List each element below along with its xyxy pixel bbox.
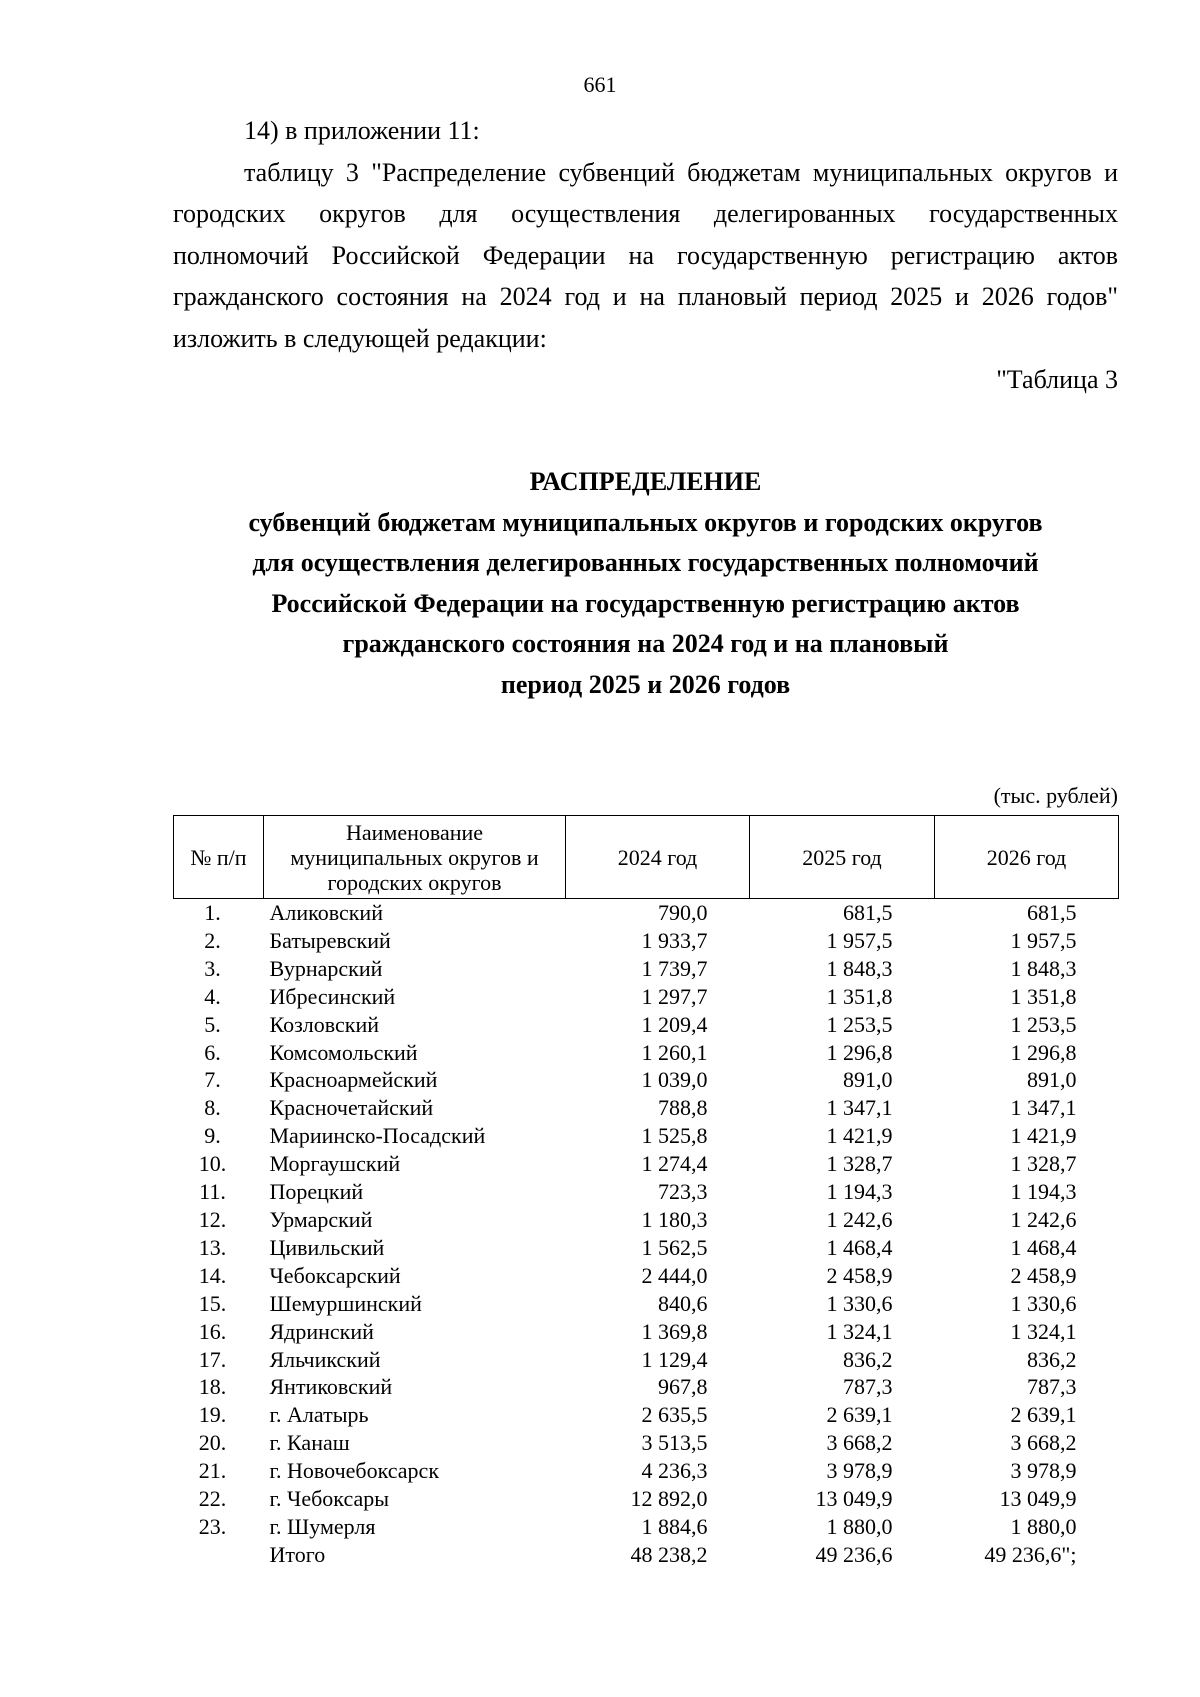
value-2025: 891,0 — [843, 1067, 893, 1093]
table-row — [174, 1066, 1119, 1094]
total-number — [174, 1541, 264, 1569]
document-title — [173, 462, 1118, 705]
table-header-row — [174, 816, 1119, 899]
value-2026: 1 468,4 — [1010, 1234, 1077, 1260]
header-2026: 2026 год — [935, 816, 1119, 899]
value-2024: 4 236,3 — [641, 1458, 708, 1484]
value-2025: 1 253,5 — [826, 1011, 893, 1037]
value-2026: 787,3 — [1027, 1374, 1077, 1400]
row-number: 12. — [198, 1206, 227, 1232]
value-2024: 840,6 — [658, 1290, 708, 1316]
table-row — [174, 1429, 1119, 1457]
table-row — [174, 1122, 1119, 1150]
value-2026: 1 296,8 — [1010, 1039, 1077, 1065]
table-row — [174, 1234, 1119, 1262]
row-number: 21. — [198, 1458, 227, 1484]
value-2026: 1 347,1 — [1010, 1095, 1077, 1121]
table-row — [174, 1318, 1119, 1346]
value-2026: 891,0 — [1027, 1067, 1077, 1093]
value-2025: 1 468,4 — [826, 1234, 893, 1260]
value-2026: 1 848,3 — [1010, 955, 1077, 981]
value-2024: 723,3 — [658, 1179, 708, 1205]
value-2024: 790,0 — [658, 900, 708, 925]
value-2026: 1 880,0 — [1010, 1513, 1077, 1539]
row-number: 18. — [198, 1374, 227, 1400]
title-line: гражданского состояния на 2024 год и на плановый — [342, 629, 949, 658]
district-name: Козловский — [269, 1011, 380, 1037]
value-2026: 1 194,3 — [1010, 1179, 1077, 1205]
value-2026: 3 978,9 — [1010, 1458, 1077, 1484]
district-name: Шемуршинский — [269, 1290, 422, 1316]
total-label: Итого — [269, 1541, 326, 1567]
value-2024: 1 369,8 — [641, 1318, 708, 1344]
value-2025: 1 421,9 — [826, 1123, 893, 1149]
row-number: 2. — [204, 927, 221, 953]
value-2024: 1 274,4 — [641, 1151, 708, 1177]
value-2025: 1 957,5 — [826, 927, 893, 953]
table-row — [174, 1039, 1119, 1067]
value-2024: 1 739,7 — [641, 955, 708, 981]
value-2024: 3 513,5 — [641, 1430, 708, 1456]
value-2024: 2 444,0 — [641, 1262, 708, 1288]
title-line: для осуществления делегированных государственных полномочий — [252, 548, 1039, 577]
table-row — [174, 1150, 1119, 1178]
value-2024: 12 892,0 — [630, 1486, 708, 1512]
row-number: 1. — [204, 900, 221, 925]
row-number: 20. — [198, 1430, 227, 1456]
district-name: г. Алатырь — [269, 1402, 369, 1428]
value-2026: 1 421,9 — [1010, 1123, 1077, 1149]
value-2026: 13 049,9 — [999, 1486, 1077, 1512]
value-2024: 1 525,8 — [641, 1123, 708, 1149]
table-row — [174, 1401, 1119, 1429]
value-2025: 1 347,1 — [826, 1095, 893, 1121]
value-2026: 2 639,1 — [1010, 1402, 1077, 1428]
district-name: Чебоксарский — [269, 1262, 401, 1288]
table-row — [174, 1011, 1119, 1039]
row-number: 5. — [204, 1011, 221, 1037]
value-2025: 1 324,1 — [826, 1318, 893, 1344]
row-number: 8. — [204, 1095, 221, 1121]
row-number: 3. — [204, 955, 221, 981]
district-name: Янтиковский — [269, 1374, 393, 1400]
district-name: Урмарский — [269, 1206, 373, 1232]
row-number: 9. — [204, 1123, 221, 1149]
district-name: Моргаушский — [269, 1151, 401, 1177]
district-name: г. Канаш — [269, 1430, 350, 1456]
row-number: 23. — [198, 1513, 227, 1539]
title-line: период 2025 и 2026 годов — [500, 669, 791, 699]
value-2025: 787,3 — [843, 1374, 893, 1400]
value-2026: 1 253,5 — [1010, 1011, 1077, 1037]
units-label: (тыс. рублей) — [993, 783, 1118, 808]
district-name: г. Чебоксары — [269, 1486, 390, 1512]
value-2025: 13 049,9 — [815, 1486, 893, 1512]
title-line: Российской Федерации на государственную регистрацию актов — [271, 588, 1020, 618]
value-2026: 1 957,5 — [1010, 927, 1077, 953]
value-2025: 3 668,2 — [826, 1430, 893, 1456]
row-number: 14. — [198, 1262, 227, 1288]
value-2025: 2 639,1 — [826, 1402, 893, 1428]
table-row — [174, 1290, 1119, 1318]
table-row — [174, 1094, 1119, 1122]
value-2024: 1 297,7 — [641, 983, 708, 1009]
district-name: Красноармейский — [269, 1067, 438, 1093]
value-2025: 3 978,9 — [826, 1458, 893, 1484]
district-name: Вурнарский — [269, 955, 383, 981]
value-2024: 1 260,1 — [641, 1039, 708, 1065]
table-row — [174, 899, 1119, 927]
table-row — [174, 1457, 1119, 1485]
distribution-table — [173, 815, 1119, 1569]
row-number: 6. — [204, 1039, 221, 1065]
district-name: г. Новочебоксарск — [269, 1458, 440, 1484]
value-2025: 1 848,3 — [826, 955, 893, 981]
district-name: Аликовский — [269, 900, 383, 925]
row-number: 11. — [199, 1179, 226, 1205]
table-row — [174, 1485, 1119, 1513]
value-2024: 1 209,4 — [641, 1011, 708, 1037]
amendment-item: 14) в приложении 11: — [244, 116, 480, 145]
total-2025: 49 236,6 — [815, 1541, 893, 1567]
district-name: Мариинско-Посадский — [269, 1123, 486, 1149]
header-name: Наименование муниципальных округов и городских округов — [264, 816, 566, 899]
table-row — [174, 927, 1119, 955]
value-2025: 1 296,8 — [826, 1039, 893, 1065]
row-number: 13. — [198, 1234, 227, 1260]
row-number: 17. — [198, 1346, 227, 1372]
table-row — [174, 1206, 1119, 1234]
table-body — [174, 899, 1119, 1569]
value-2026: 1 324,1 — [1010, 1318, 1077, 1344]
value-2025: 1 328,7 — [826, 1151, 893, 1177]
value-2026: 1 328,7 — [1010, 1151, 1077, 1177]
value-2025: 1 351,8 — [826, 983, 893, 1009]
table-row — [174, 1262, 1119, 1290]
value-2026: 3 668,2 — [1010, 1430, 1077, 1456]
value-2024: 1 933,7 — [641, 927, 708, 953]
header-2024: 2024 год — [566, 816, 750, 899]
value-2024: 1 884,6 — [641, 1513, 708, 1539]
row-number: 10. — [198, 1151, 227, 1177]
district-name: Яльчикский — [269, 1346, 381, 1372]
row-number: 16. — [198, 1318, 227, 1344]
page-number: 661 — [583, 72, 617, 97]
value-2026: 2 458,9 — [1010, 1262, 1077, 1288]
row-number: 15. — [198, 1290, 227, 1316]
value-2026: 1 330,6 — [1010, 1290, 1077, 1316]
intro-text — [173, 110, 1118, 401]
amendment-paragraph: таблицу 3 "Распределение субвенций бюджетам муниципальных округов и городских округов для осуществления делегированных государственных полномочий Российской Федерации на государственную регистрацию актов гражданского состояния на 2024 год и на плановый период 2025 и 2026 годов" изложить в следующей редакции: — [173, 157, 1118, 353]
table-row — [174, 1513, 1119, 1541]
table-reference: "Таблица 3 — [996, 365, 1118, 394]
district-name: Комсомольский — [269, 1039, 418, 1065]
table-row — [174, 1373, 1119, 1401]
row-number: 7. — [204, 1067, 221, 1093]
value-2024: 1 129,4 — [641, 1346, 708, 1372]
row-number: 4. — [204, 983, 221, 1009]
table-row — [174, 1178, 1119, 1206]
header-2025: 2025 год — [750, 816, 935, 899]
row-number: 22. — [198, 1486, 227, 1512]
value-2025: 2 458,9 — [826, 1262, 893, 1288]
value-2025: 1 880,0 — [826, 1513, 893, 1539]
value-2024: 2 635,5 — [641, 1402, 708, 1428]
row-number: 19. — [198, 1402, 227, 1428]
total-2024: 48 238,2 — [630, 1541, 708, 1567]
district-name: Батыревский — [269, 927, 391, 953]
table-row — [174, 983, 1119, 1011]
title-line: субвенций бюджетам муниципальных округов и городских округов — [248, 507, 1043, 537]
district-name: Ядринский — [269, 1318, 374, 1344]
value-2024: 1 180,3 — [641, 1206, 708, 1232]
value-2024: 1 039,0 — [641, 1067, 708, 1093]
total-row — [174, 1541, 1119, 1569]
title-heading: РАСПРЕДЕЛЕНИЕ — [529, 467, 762, 496]
district-name: Порецкий — [269, 1179, 364, 1205]
value-2026: 836,2 — [1027, 1346, 1077, 1372]
district-name: Ибресинский — [269, 983, 396, 1009]
district-name: Красночетайский — [269, 1095, 434, 1121]
value-2026: 1 242,6 — [1010, 1206, 1077, 1232]
header-number: № п/п — [174, 816, 264, 899]
value-2026: 681,5 — [1027, 900, 1077, 925]
value-2024: 967,8 — [658, 1374, 708, 1400]
value-2025: 1 330,6 — [826, 1290, 893, 1316]
value-2024: 788,8 — [658, 1095, 708, 1121]
value-2025: 1 194,3 — [826, 1179, 893, 1205]
total-2026: 49 236,6"; — [984, 1541, 1077, 1567]
value-2024: 1 562,5 — [641, 1234, 708, 1260]
table-row — [174, 955, 1119, 983]
district-name: г. Шумерля — [269, 1513, 376, 1539]
value-2025: 1 242,6 — [826, 1206, 893, 1232]
value-2025: 836,2 — [843, 1346, 893, 1372]
table-row — [174, 1346, 1119, 1374]
value-2025: 681,5 — [843, 900, 893, 925]
value-2026: 1 351,8 — [1010, 983, 1077, 1009]
district-name: Цивильский — [269, 1234, 385, 1260]
